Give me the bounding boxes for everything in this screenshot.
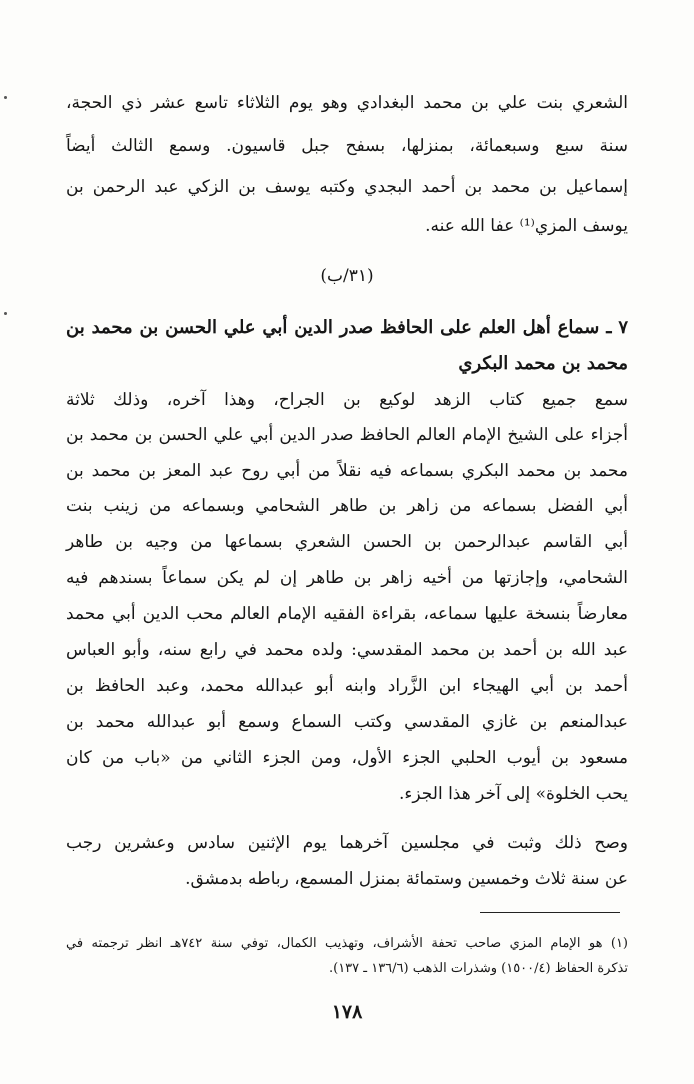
folio-marker: (٣١/ب) [320,266,374,286]
text-line: أحمد بن أبي الهيجاء ابن الزَّراد وابنه أبو عبدالله محمد، وعبد الحافظ بن [66,676,628,696]
heading-line: محمد بن محمد البكري [458,353,628,374]
scan-speck [4,312,7,315]
text-line: معارضاً بنسخة عليها سماعه، بقراءة الفقيه الإمام العالم محب الدين أبي محمد [66,604,628,624]
footnote-line: (١) هو الإمام المزي صاحب تحفة الأشراف، وتهذيب الكمال، توفي سنة ٧٤٢هـ انظر ترجمته في [66,936,628,951]
text-line: عن سنة ثلاث وخمسين وستمائة بمنزل المسمع، رباطه بدمشق. [185,869,628,889]
page-number: ١٧٨ [331,1001,363,1023]
text-line: يوسف المزي⁽¹⁾ عفا الله عنه. [425,216,628,236]
text-line: أبي الفضل بسماعه من زاهر بن طاهر الشحامي وبسماعه من زينب بنت [66,496,628,516]
text-line: أجزاء على الشيخ الإمام العالم الحافظ صدر الدين أبي علي الحسن بن محمد بن [66,425,628,445]
text-line: عبدالمنعم بن غازي المقدسي وكتب السماع وسمع أبو عبدالله محمد بن [66,712,628,732]
scan-speck [4,96,7,99]
text-line: سنة سبع وسبعمائة، بمنزلها، بسفح جبل قاسيون. وسمع الثالث أيضاً [66,136,628,156]
text-line: سمع جميع كتاب الزهد لوكيع بن الجراح، وهذا آخره، وذلك ثلاثة [66,390,628,410]
text-line: الشحامي، وإجازتها من أخيه زاهر بن طاهر إن لم يكن سماعاً بسندهم فيه [66,568,628,588]
text-line: أبي القاسم عبدالرحمن بن الحسن الشعري بسماعها من وجيه بن طاهر [66,532,628,552]
text-line: إسماعيل بن محمد بن أحمد البجدي وكتبه يوسف بن الزكي عبد الرحمن بن [66,177,628,197]
heading-line: ٧ ـ سماع أهل العلم على الحافظ صدر الدين أبي علي الحسن بن محمد بن [66,317,628,338]
footnote-separator [480,912,620,913]
text-line: محمد بن محمد البكري بسماعه فيه نقلاً من أبي روح عبد المعز بن محمد بن [66,461,628,481]
text-line: مسعود بن أيوب الحلبي الجزء الأول، ومن الجزء الثاني من «باب من كان [66,748,628,768]
text-line: عبد الله بن أحمد بن محمد المقدسي: ولده محمد في رابع سنه، وأبو العباس [66,640,628,660]
text-line: يحب الخلوة» إلى آخر هذا الجزء. [399,784,628,804]
text-line: وصح ذلك وثبت في مجلسين آخرهما يوم الإثنين سادس وعشرين رجب [66,833,628,853]
footnote-line: تذكرة الحفاظ (١٥٠٠/٤) وشذرات الذهب (١٣٦/٦ ـ ١٣٧). [328,961,628,976]
text-line: الشعري بنت علي بن محمد البغدادي وهو يوم الثلاثاء تاسع عشر ذي الحجة، [66,93,628,113]
